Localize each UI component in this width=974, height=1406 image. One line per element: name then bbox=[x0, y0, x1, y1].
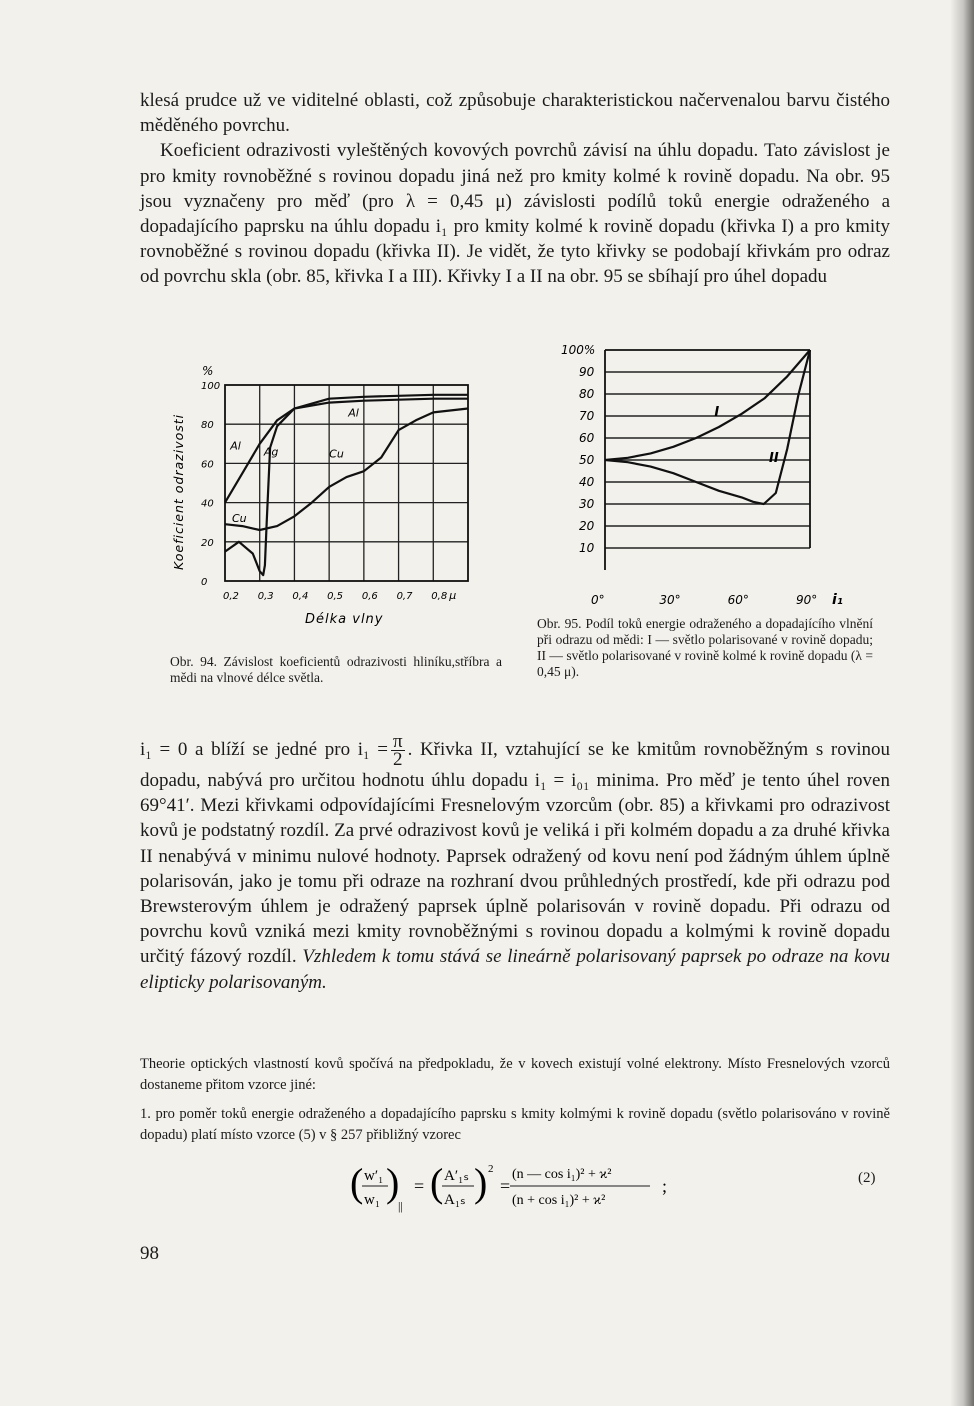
figure-94-caption: Obr. 94. Závislost koeficientů odrazivosti hliníku,stříbra a mědi na vlnové délce světla. bbox=[170, 654, 502, 685]
text-middle bbox=[140, 733, 890, 995]
fig94-annotation-1: Ag bbox=[263, 445, 279, 459]
eq-equals-2: = bbox=[500, 1176, 511, 1196]
p3-italic: Vzhledem k tomu stává se lineárně polarisovaný paprsek po odraze na kovu elipticky polarisovaným. bbox=[140, 946, 890, 993]
fig95-ytick-0: 10 bbox=[579, 541, 595, 555]
p3-start: i₁ = 0 a blíží se jedné pro i₁ = bbox=[140, 738, 388, 760]
eq-lhs-sub: || bbox=[398, 1199, 403, 1213]
fig94-annotation-3: Al bbox=[348, 406, 359, 420]
fig95-xlabel: i₁ bbox=[832, 592, 843, 608]
fig95-ytick-3: 40 bbox=[579, 475, 595, 489]
fig94-annotation-4: Cu bbox=[231, 512, 247, 526]
fig94-ytick-5: 100 bbox=[201, 381, 221, 392]
fig95-ytick-7: 80 bbox=[579, 387, 595, 401]
fig95-xtick-2: 60° bbox=[727, 593, 749, 607]
fig95-xtick-1: 30° bbox=[659, 593, 681, 607]
eq-rparen-1: ) bbox=[386, 1160, 400, 1205]
fig94-series-ag bbox=[225, 395, 468, 575]
paragraph-1: klesá prudce už ve viditelné oblasti, což způsobuje charakteristickou načervenalou barvu čistého měděného povrchu. bbox=[140, 90, 890, 137]
fig94-ytick-0: 0 bbox=[201, 577, 208, 588]
text-top bbox=[140, 88, 890, 290]
equation-2 bbox=[350, 1158, 770, 1218]
fig94-x-unit: μ bbox=[449, 589, 457, 602]
eq-equals-1: = bbox=[414, 1176, 425, 1196]
fig95-ytick-1: 20 bbox=[579, 519, 595, 533]
page-gutter-shadow bbox=[950, 0, 974, 1406]
eq-lhs-num: w′₁ bbox=[364, 1168, 384, 1184]
fig94-ylabel: Koeficient odrazivosti bbox=[171, 413, 186, 570]
small-paragraph-1: Theorie optických vlastností kovů spočívá na předpokladu, že v kovech existují volné elektrony. Místo Fresnelových vzorců dostaneme přitom vzorce jiné: bbox=[140, 1056, 890, 1093]
page-number: 98 bbox=[140, 1243, 159, 1264]
fig94-series-cu bbox=[225, 409, 468, 531]
fig95-annotation-0: I bbox=[714, 405, 720, 420]
fig94-ytick-4: 80 bbox=[201, 420, 214, 432]
eq-lparen-1: ( bbox=[350, 1160, 364, 1205]
fig94-annotation-2: Cu bbox=[329, 447, 344, 461]
eq-rparen-2: ) bbox=[474, 1160, 488, 1205]
small-paragraph-2: 1. pro poměr toků energie odraženého a dopadajícího paprsku s kmity kolmými k rovině dopadu (světlo polarisováno v rovině dopadu) platí místo vzorce (5) v § 257 přibližný vzorec bbox=[140, 1106, 890, 1143]
fig95-xtick-3: 90° bbox=[796, 593, 818, 607]
fig95-xtick-0: 0° bbox=[591, 593, 605, 607]
fig94-y-unit: % bbox=[202, 364, 214, 378]
eq-lhs-den: w₁ bbox=[364, 1192, 381, 1208]
fig94-annotation-0: Al bbox=[230, 439, 241, 453]
equation-number: (2) bbox=[858, 1170, 876, 1186]
fig94-xtick-2: 0,4 bbox=[292, 591, 309, 602]
fig95-annotation-1: II bbox=[769, 451, 779, 467]
fig95-series-i bbox=[605, 350, 810, 460]
figure-95-caption: Obr. 95. Podíl toků energie odraženého a dopadajícího vlnění při odrazu od mědi: I — světlo polarisované v rovině dopadu; II — světlo polarisované v rovině kolmé k rovině dopadu (λ = 0,45 μ). bbox=[537, 616, 873, 679]
eq-rhs-den: (n + cos i₁)² + ϰ² bbox=[512, 1193, 606, 1208]
paragraph-2: Koeficient odrazivosti vyleštěných kovových povrchů závisí na úhlu dopadu. Tato závislost je pro kmity rovnoběžné s rovinou dopadu jiná než pro kmity kolmé k rovině dopadu. Na obr. 95 jsou vyznačeny pro měď (pro λ = 0,45 μ) závislosti podílů toků energie odraženého a dopadajícího paprsku na úhlu dopadu i₁ pro kmity kolmé k rovině dopadu (křivka I) a pro kmity rovnoběžné s rovinou dopadu (křivka II). Je vidět, že tyto křivky se podobají křivkám pro odraz od povrchu skla (obr. 85, křivka I a III). Křivky I a II na obr. 95 se sbíhají pro úhel dopadu bbox=[140, 140, 890, 288]
pi-half-fraction bbox=[391, 733, 405, 768]
fig94-xtick-5: 0,7 bbox=[396, 591, 413, 602]
eq-lparen-2: ( bbox=[430, 1160, 444, 1205]
paragraph-3 bbox=[140, 733, 890, 995]
fig95-ytick-8: 90 bbox=[579, 365, 595, 379]
eq-rhs-num: (n — cos i₁)² + ϰ² bbox=[512, 1167, 612, 1182]
fig94-xlabel: Délka vlny bbox=[305, 612, 384, 627]
fig94-xtick-6: 0,8 bbox=[431, 591, 448, 602]
p3-rest: . Křivka II, vztahující se ke kmitům rovnoběžným s rovinou dopadu, nabývá pro určitou hodnotu úhlu dopadu i₁ = i₀₁ minima. Pro měď je tento úhel roven 69°41′. Mezi křivkami odpovídajícími Fresnelovým vzorcům (obr. 85) a křivkami pro odrazivost kovů je podstatný rozdíl. Za prvé odrazivost kovů je veliká i při kolmém dopadu a za druhé křivka II nenabývá v minimu nulové hodnoty. Paprsek odražený od kovu není pod žádným úhlem úplně polarisován, jako je tomu při odraze na rozhraní dvou průhledných prostředí, kde při odrazu pod Brewsterovým úhlem je odražený paprsek úplně polarisován v rovině dopadu. Při odrazu od povrchu kovů vzniká mezi kmity rovnoběžnými s rovinou dopadu a kolmými k rovině dopadu určitý fázový rozdíl. bbox=[140, 738, 890, 968]
fig94-xtick-1: 0,3 bbox=[257, 591, 274, 602]
fig95-ytick-5: 60 bbox=[579, 431, 595, 445]
small-print bbox=[140, 1054, 890, 1154]
fig95-series-ii bbox=[605, 350, 810, 504]
eq-mid-num: A′₁ₛ bbox=[444, 1168, 469, 1184]
figure-95-chart bbox=[540, 340, 860, 620]
fig95-ytick-4: 50 bbox=[579, 453, 595, 467]
frac-den: 2 bbox=[393, 749, 403, 770]
eq-power: 2 bbox=[488, 1163, 494, 1175]
frac-num: π bbox=[392, 731, 403, 752]
fig95-ytick-9: 100% bbox=[561, 343, 596, 357]
fig94-xtick-3: 0,5 bbox=[327, 591, 344, 602]
fig95-ytick-6: 70 bbox=[579, 409, 595, 423]
fig94-xtick-4: 0,6 bbox=[361, 591, 378, 602]
figure-94-chart bbox=[165, 355, 505, 635]
fig94-ytick-1: 20 bbox=[201, 537, 214, 549]
fig94-ytick-3: 60 bbox=[201, 459, 214, 471]
fig94-ytick-2: 40 bbox=[201, 498, 214, 510]
fig94-xtick-0: 0,2 bbox=[223, 591, 239, 602]
eq-semicolon: ; bbox=[662, 1176, 668, 1196]
fig95-ytick-2: 30 bbox=[579, 497, 595, 511]
eq-mid-den: A₁ₛ bbox=[444, 1192, 466, 1208]
